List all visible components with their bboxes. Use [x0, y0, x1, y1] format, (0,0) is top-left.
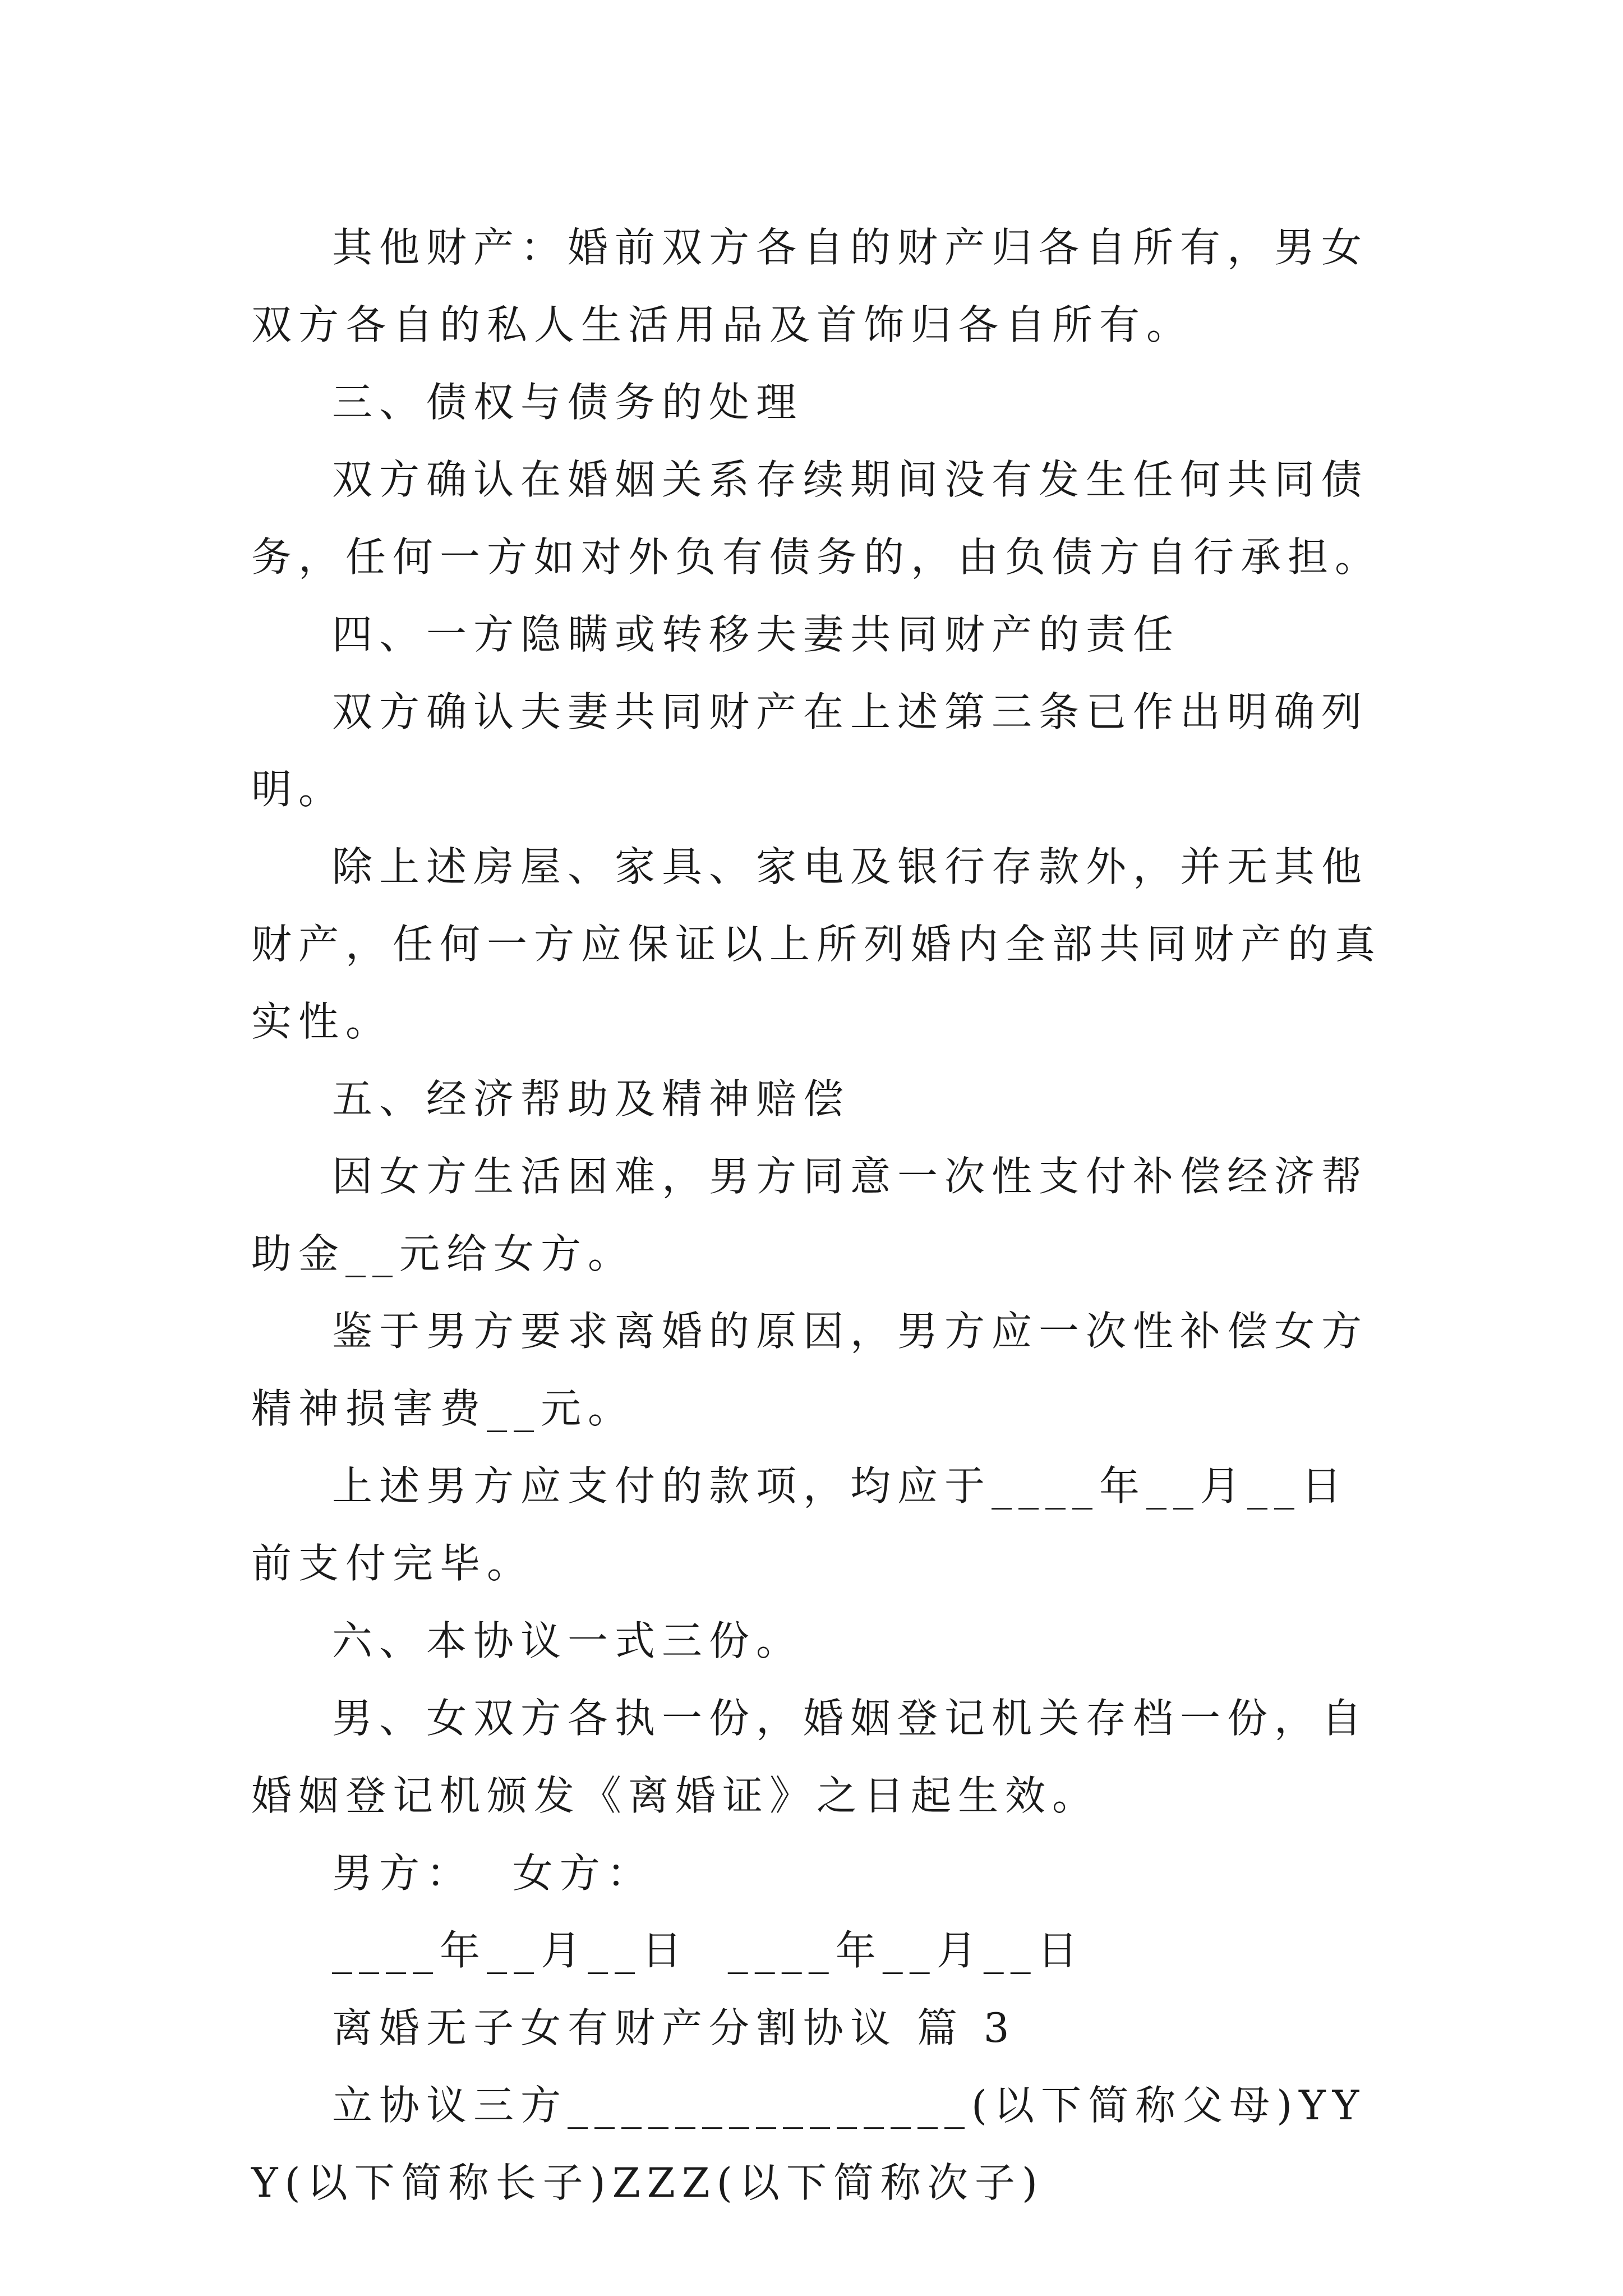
date-line: ____年__月__日 ____年__月__日 — [332, 1927, 1085, 1974]
section-heading-copies: 六、本协议一式三份。 — [332, 1617, 804, 1664]
section-heading-concealment: 四、一方隐瞒或转移夫妻共同财产的责任 — [332, 611, 1181, 658]
document-body — [251, 209, 1384, 2221]
paragraph-property-truth: 除上述房屋、家具、家电及银行存款外，并无其他财产，任何一方应保证以上所列婚内全部共同财产的真实性。 — [251, 843, 1382, 1045]
paragraph-other-property: 其他财产：婚前双方各自的财产归各自所有，男女双方各自的私人生活用品及首饰归各自所有。 — [251, 224, 1369, 348]
paragraph-payment-deadline: 上述男方应支付的款项，均应于____年__月__日前支付完毕。 — [251, 1462, 1349, 1587]
paragraph-property-listed: 双方确认夫妻共同财产在上述第三条已作出明确列明。 — [251, 688, 1369, 813]
paragraph-parties: 立协议三方_______________(以下简称父母)YYY(以下简称长子)ZZZ(以下简称次子) — [251, 2082, 1366, 2206]
agreement-title: 离婚无子女有财产分割协议 篇 3 — [332, 2004, 1016, 2051]
section-heading-debts: 三、债权与债务的处理 — [332, 379, 804, 426]
paragraph-economic-help: 因女方生活困难，男方同意一次性支付补偿经济帮助金__元给女方。 — [251, 1153, 1369, 1277]
section-heading-compensation: 五、经济帮助及精神赔偿 — [332, 1075, 851, 1122]
paragraph-debts: 双方确认在婚姻关系存续期间没有发生任何共同债务，任何一方如对外负有债务的，由负债方自行承担。 — [251, 456, 1382, 581]
signature-line: 男方： 女方： — [332, 1849, 654, 1897]
paragraph-mental-damages: 鉴于男方要求离婚的原因，男方应一次性补偿女方精神损害费__元。 — [251, 1308, 1369, 1432]
paragraph-copies-effect: 男、女双方各执一份，婚姻登记机关存档一份，自婚姻登记机颁发《离婚证》之日起生效。 — [251, 1695, 1369, 1819]
